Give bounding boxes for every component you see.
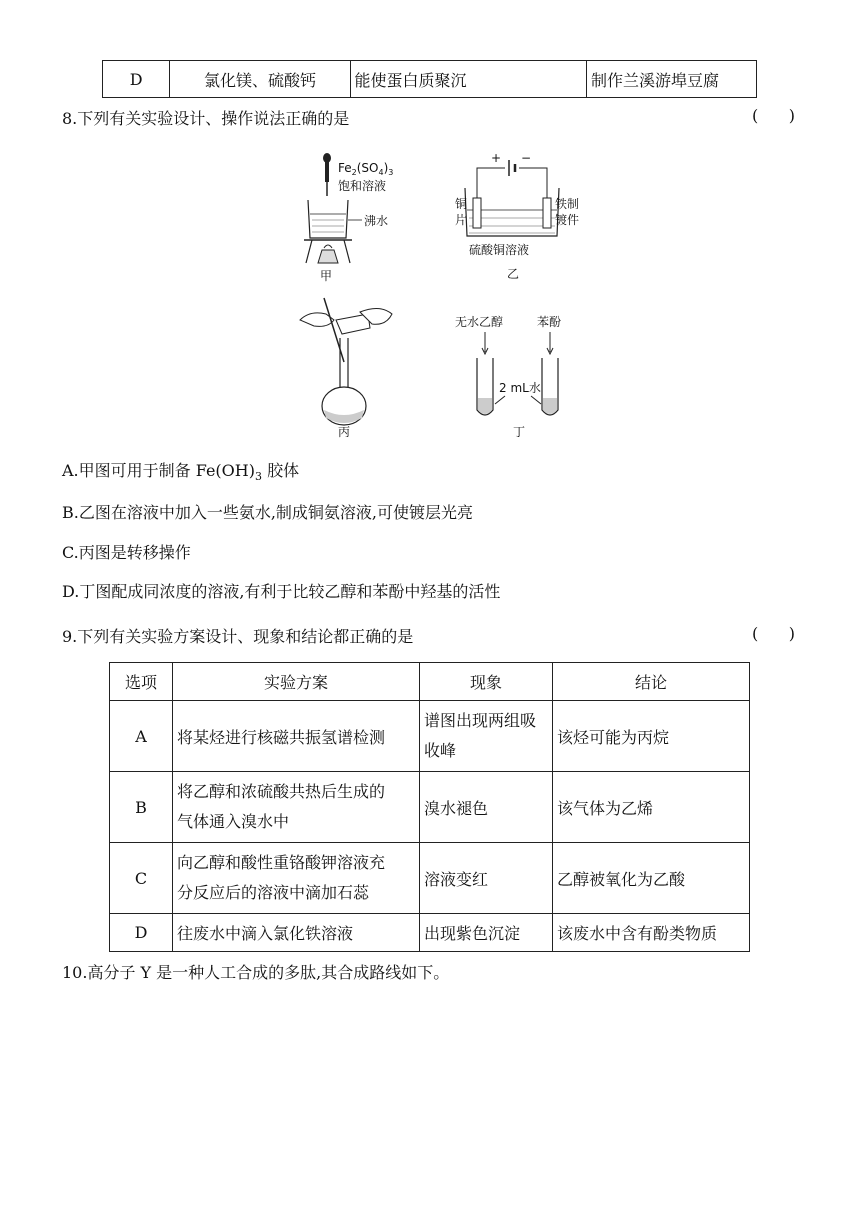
figure-caption: 乙: [507, 267, 520, 281]
table-cell-conclusion: 该气体为乙烯: [553, 772, 750, 843]
svg-text:−: −: [521, 151, 532, 165]
solution-label: 硫酸铜溶液: [469, 243, 530, 257]
figure-caption: 甲: [320, 269, 333, 283]
figure-bing: [290, 290, 440, 440]
table-header: 现象: [420, 663, 553, 701]
table-row: [110, 772, 750, 843]
cell-line: 向乙醇和酸性重铬酸钾溶液充: [177, 853, 386, 872]
table-cell-option: B: [110, 772, 173, 843]
question-8-stem: 8.下列有关实验设计、操作说法正确的是: [62, 109, 350, 128]
cell-line: 将某烃进行核磁共振氢谱检测: [177, 727, 386, 747]
reagent-label: 苯酚: [537, 315, 562, 329]
table-cell-phenomenon: 溶液变红: [420, 843, 553, 914]
figure-jia: [290, 148, 440, 283]
cell-line: 气体通入溴水中: [177, 812, 290, 831]
option-a: [62, 458, 299, 483]
answer-bracket: ( ): [752, 624, 795, 643]
figure-caption: 丁: [513, 425, 526, 439]
figure-caption: 丙: [338, 425, 351, 439]
table-header: 选项: [110, 663, 173, 701]
question-10-stem: 10.高分子 Y 是一种人工合成的多肽,其合成路线如下。: [62, 963, 450, 982]
cell-line: 谱图出现两组吸: [424, 711, 537, 730]
electrode-label: 镀件: [555, 213, 580, 227]
table-cell-option: A: [110, 701, 173, 772]
figure-yi: [455, 148, 585, 283]
table-cell-conclusion: 乙醇被氧化为乙酸: [553, 843, 750, 914]
cell-line: 分反应后的溶液中滴加石蕊: [177, 883, 370, 902]
table-cell-plan: 往废水中滴入氯化铁溶液: [173, 914, 420, 952]
table-cell: 能使蛋白质聚沉: [350, 61, 586, 98]
electrode-label: 铜: [455, 197, 468, 211]
option-a-tail: 胶体: [261, 461, 300, 480]
option-a-text: A.甲图可用于制备 Fe(OH): [62, 461, 255, 480]
option-c: C.丙图是转移操作: [62, 543, 191, 562]
table-cell-plan: [173, 772, 420, 843]
svg-text:+: +: [491, 151, 502, 165]
water-label: 沸水: [364, 214, 389, 228]
table-row: [110, 701, 750, 772]
option-a-subscript: 3: [254, 470, 262, 484]
electrode-label: 片: [455, 213, 468, 227]
cell-line: 将乙醇和浓硫酸共热后生成的: [177, 782, 386, 801]
top-table: [102, 60, 757, 98]
table-cell-phenomenon: 出现紫色沉淀: [420, 914, 553, 952]
table-cell: 制作兰溪游埠豆腐: [586, 61, 756, 98]
question-9-stem: 9.下列有关实验方案设计、现象和结论都正确的是: [62, 627, 414, 646]
reagent-label: 无水乙醇: [455, 315, 504, 329]
table-cell-plan: [173, 843, 420, 914]
table-row: [110, 914, 750, 952]
table-header: 结论: [553, 663, 750, 701]
option-d: D.丁图配成同浓度的溶液,有利于比较乙醇和苯酚中羟基的活性: [62, 582, 501, 601]
q9-table: [109, 662, 750, 952]
table-header-row: [110, 663, 750, 701]
table-cell-conclusion: 该废水中含有酚类物质: [553, 914, 750, 952]
electrode-label: 铁制: [555, 197, 580, 211]
answer-bracket: ( ): [752, 106, 795, 125]
reagent-label-line2: 饱和溶液: [338, 179, 387, 193]
reagent-label: $Fe_2(SO_4)_3$: [338, 161, 394, 177]
table-cell-option: C: [110, 843, 173, 914]
table-cell: 氯化镁、硫酸钙: [170, 61, 350, 98]
cell-line: 收峰: [424, 741, 457, 760]
table-cell-conclusion: 该烃可能为丙烷: [553, 701, 750, 772]
table-row: [110, 843, 750, 914]
table-header: 实验方案: [173, 663, 420, 701]
table-cell-plan: [173, 701, 420, 772]
table-cell-phenomenon: [420, 701, 553, 772]
figure-ding: [455, 310, 585, 445]
table-cell-option: D: [110, 914, 173, 952]
table-cell-phenomenon: 溴水褪色: [420, 772, 553, 843]
water-label: 2 mL水: [499, 381, 541, 395]
table-cell: D: [103, 61, 170, 98]
option-b: B.乙图在溶液中加入一些氨水,制成铜氨溶液,可使镀层光亮: [62, 503, 474, 522]
table-row: [103, 61, 757, 98]
